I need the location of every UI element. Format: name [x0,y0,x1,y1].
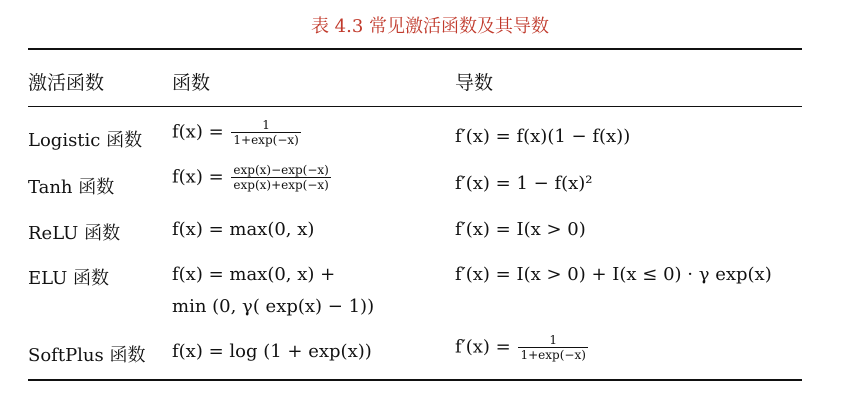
row-logistic-name: Logistic 函数 [28,130,143,151]
row-softplus-function: f(x) = log (1 + exp(x)) [172,341,372,362]
row-tanh-function [172,163,333,192]
header-rule [28,106,802,107]
row-elu-function-line2: min (0, γ( exp(x) − 1)) [172,296,375,317]
logistic-lhs: f(x) = [172,121,230,143]
row-softplus-name: SoftPlus 函数 [28,345,146,366]
row-elu-function-line1: f(x) = max(0, x) + [172,264,336,285]
header-function: 函数 [172,72,211,94]
top-rule [28,48,802,50]
row-tanh-derivative: f′(x) = 1 − f(x)² [455,173,593,194]
softplus-deriv-fraction [518,333,587,362]
tanh-fraction [231,163,330,192]
bottom-rule [28,379,802,381]
row-logistic-function [172,118,303,147]
row-relu-function: f(x) = max(0, x) [172,219,315,240]
row-logistic-derivative: f′(x) = f(x)(1 − f(x)) [455,126,631,147]
row-relu-name: ReLU 函数 [28,223,121,244]
row-elu-name: ELU 函数 [28,268,109,289]
logistic-denominator: 1+exp(−x) [233,133,299,147]
softplus-deriv-denominator: 1+exp(−x) [520,348,586,362]
softplus-deriv-numerator: 1 [518,333,587,348]
row-elu-derivative: f′(x) = I(x > 0) + I(x ≤ 0) · γ exp(x) [455,264,772,285]
tanh-lhs: f(x) = [172,166,230,188]
softplus-deriv-lhs: f′(x) = [455,336,517,358]
row-tanh-name: Tanh 函数 [28,177,115,198]
tanh-denominator: exp(x)+exp(−x) [233,178,329,192]
header-activation-function: 激活函数 [28,72,105,94]
row-relu-derivative: f′(x) = I(x > 0) [455,219,586,240]
logistic-fraction [231,118,300,147]
row-softplus-derivative [455,333,590,362]
header-derivative: 导数 [455,72,494,94]
logistic-numerator: 1 [231,118,300,133]
tanh-numerator: exp(x)−exp(−x) [233,163,329,177]
table-caption: 表 4.3 常见激活函数及其导数 [310,16,550,37]
